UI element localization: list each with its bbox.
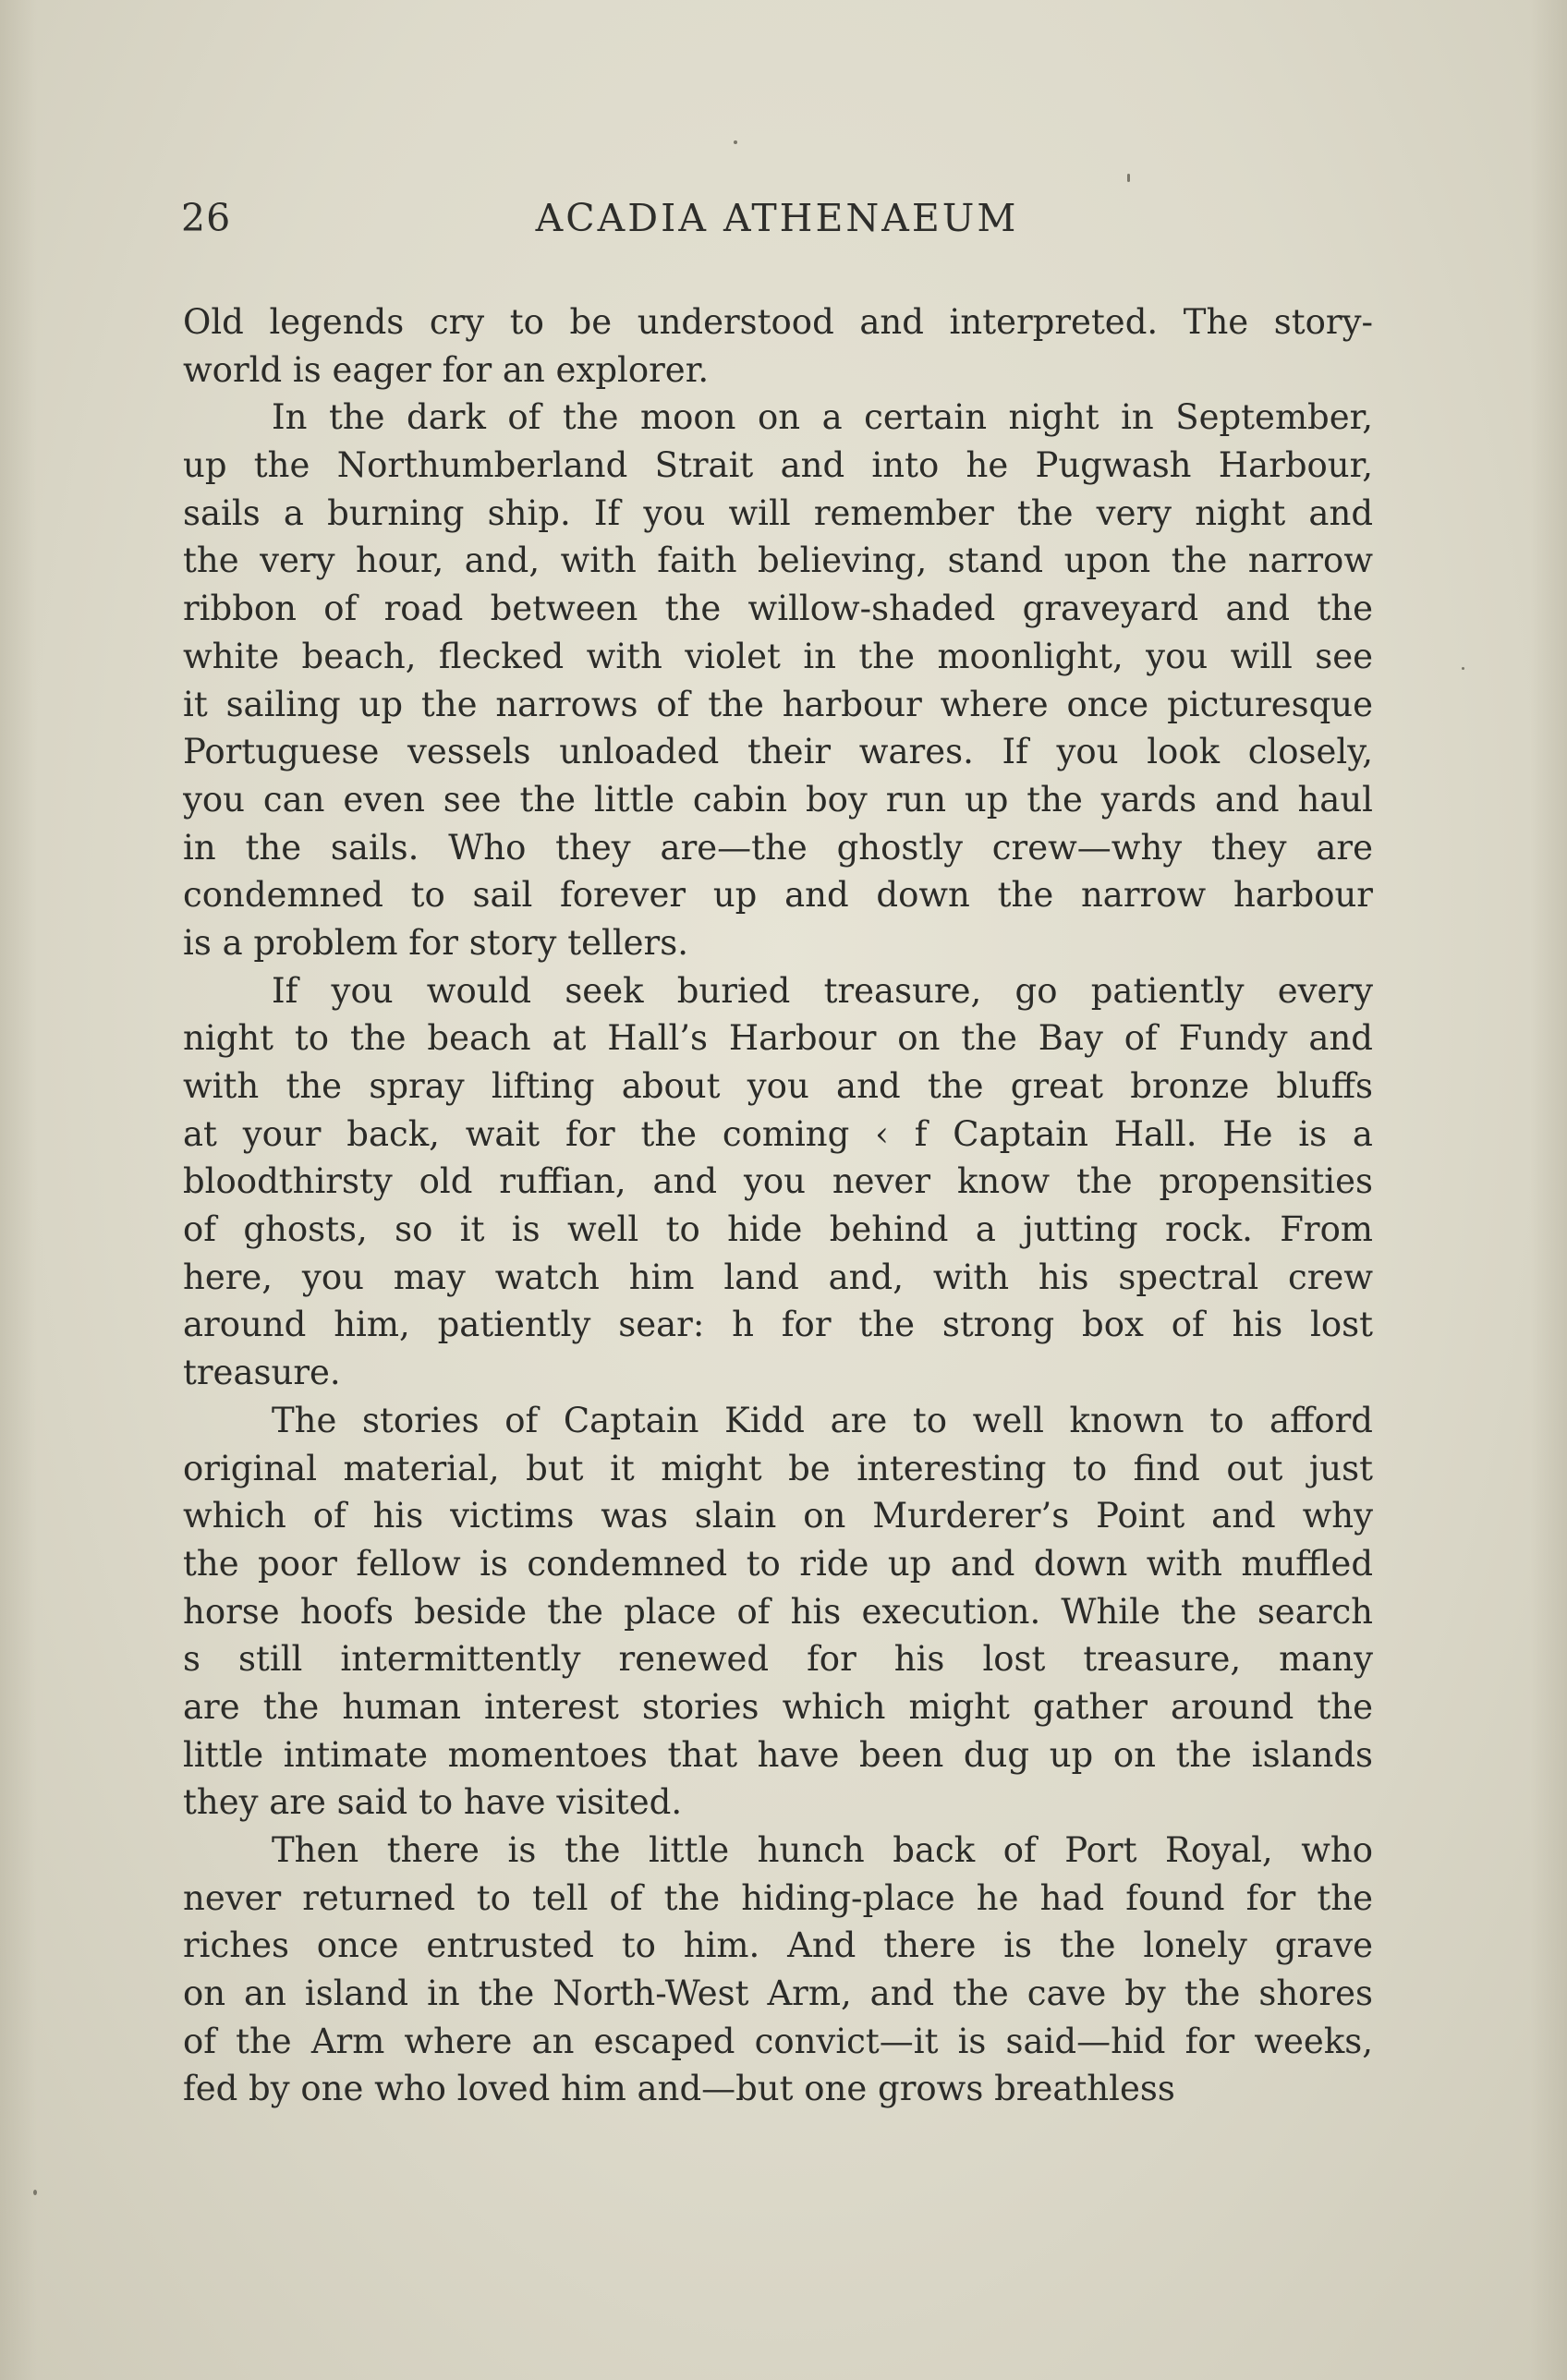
body-text (183, 298, 1373, 2113)
text-line: In the dark of the moon on a certain night in September, (272, 397, 1373, 438)
paragraph (183, 1397, 1373, 1827)
text-line: is a problem for story tellers. (183, 922, 688, 963)
text-line: it sailing up the narrows of the harbour where once picturesque (183, 684, 1373, 724)
text-line: treasure. (183, 1353, 341, 1393)
text-line: horse hoofs beside the place of his execution. While the search (183, 1591, 1373, 1632)
paragraph (183, 298, 1373, 394)
text-line: Then there is the little hunch back of Port Royal, who (272, 1830, 1373, 1870)
text-line: the very hour, and, with faith believing, stand upon the narrow (183, 540, 1373, 581)
page-right-shadow (1530, 0, 1567, 2380)
text-line: night to the beach at Hall’s Harbour on the Bay of Fundy and (183, 1018, 1373, 1059)
text-line: The stories of Captain Kidd are to well known to afford (272, 1400, 1373, 1440)
text-line: condemned to sail forever up and down the narrow harbour (183, 875, 1373, 916)
text-line: riches once entrusted to him. And there is the lonely grave (183, 1925, 1373, 1966)
text-line: Old legends cry to be understood and interpreted. The story- (183, 302, 1373, 342)
text-line: which of his victims was slain on Murderer’s Point and why (183, 1496, 1373, 1536)
text-line: on an island in the North-West Arm, and the cave by the shores (183, 1973, 1373, 2014)
text-line: are the human interest stories which might gather around the (183, 1686, 1373, 1727)
text-line: they are said to have visited. (183, 1782, 683, 1823)
page-number: 26 (181, 196, 232, 240)
text-line: the poor fellow is condemned to ride up and down with muffled (183, 1543, 1373, 1584)
text-line: white beach, flecked with violet in the moonlight, you will see (183, 636, 1373, 676)
scan-speck (734, 140, 737, 144)
paragraph (183, 967, 1373, 1397)
page-left-shadow (0, 0, 37, 2380)
text-line: never returned to tell of the hiding-place he had found for the (183, 1877, 1373, 1918)
paragraph (183, 1827, 1373, 2113)
text-line: here, you may watch him land and, with his spectral crew (183, 1257, 1373, 1297)
text-line: of the Arm where an escaped convict—it is said—hid for weeks, (183, 2021, 1373, 2061)
text-line: around him, patiently sear: h for the strong box of his lost (183, 1305, 1373, 1345)
text-line: at your back, wait for the coming ‹ f Captain Hall. He is a (183, 1113, 1373, 1154)
text-line: original material, but it might be interesting to find out just (183, 1448, 1373, 1488)
running-title: ACADIA ATHENAEUM (535, 196, 1019, 240)
text-line: you can even see the little cabin boy run up the yards and haul (183, 779, 1373, 820)
text-line: of ghosts, so it is well to hide behind a jutting rock. From (183, 1209, 1373, 1250)
text-line: world is eager for an explorer. (183, 349, 710, 390)
text-line: ribbon of road between the willow-shaded graveyard and the (183, 589, 1373, 629)
text-line: little intimate momentoes that have been dug up on the islands (183, 1734, 1373, 1775)
scan-speck (33, 2190, 37, 2195)
text-line: sails a burning ship. If you will remember the very night and (183, 492, 1373, 533)
text-line: fed by one who loved him and—but one grows breathless (183, 2069, 1175, 2109)
scan-speck (1462, 667, 1464, 670)
text-line: Portuguese vessels unloaded their wares. If you look closely, (183, 732, 1373, 772)
text-line: bloodthirsty old ruffian, and you never know the propensities (183, 1161, 1373, 1202)
paragraph (183, 394, 1373, 966)
text-line: with the spray lifting about you and the great bronze bluffs (183, 1066, 1373, 1106)
text-line: in the sails. Who they are—the ghostly crew—why they are (183, 827, 1373, 868)
page-header (181, 196, 1373, 251)
text-line: s still intermittently renewed for his lost treasure, many (183, 1639, 1373, 1680)
scan-speck (1127, 174, 1130, 182)
text-line: If you would seek buried treasure, go patiently every (272, 970, 1373, 1011)
text-line: up the Northumberland Strait and into he Pugwash Harbour, (183, 445, 1373, 486)
